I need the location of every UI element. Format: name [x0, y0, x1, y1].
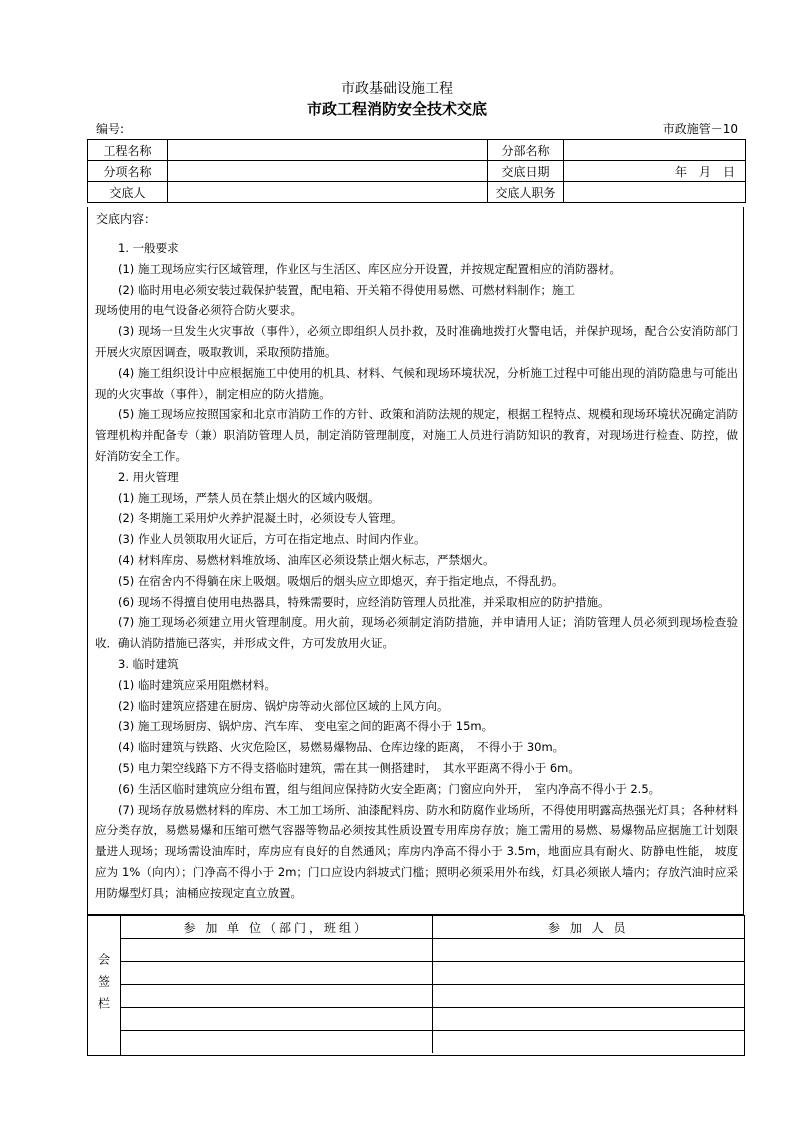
content-paragraph: (2) 临时用电必须安装过载保护装置，配电箱、开关箱不得使用易燃、可燃材料制作；施工 — [118, 282, 575, 297]
form-code: 市政施管－10 — [662, 122, 738, 136]
content-paragraph: (7) 施工现场必须建立用火管理制度。用火前，现场必须制定消防措施，并申请用人证；消防管理人员必须到现场检查验收．确认消防措施已落实，并形成文件，方可发放用火证。 — [95, 615, 738, 651]
content-paragraph: (3) 现场一旦发生火灾事故（事件），必须立即组织人员扑救，及时准确地拨打火警电话，并保护现场，配合公安消防部门开展火灾原因调查，吸取教训，采取预防措施。 — [95, 324, 738, 359]
signoff-unit-cell[interactable] — [121, 985, 432, 1008]
content-paragraph: 3. 临时建筑 — [118, 656, 179, 671]
division-name-label: 分部名称 — [488, 140, 564, 161]
signoff-people-cell[interactable] — [432, 985, 744, 1008]
handover-person-field[interactable] — [168, 182, 488, 203]
content-paragraph: (1) 施工现场，严禁人员在禁止烟火的区域内吸烟。 — [118, 490, 380, 505]
content-paragraph: (6) 现场不得擅自使用电热器具，特殊需要时，应经消防管理人员批准，并采取相应的防护措施。 — [118, 594, 610, 609]
number-label: 编号: — [96, 122, 125, 136]
content-paragraph: (4) 临时建筑与铁路、火灾危险区，易燃易爆物品、仓库边缘的距离， 不得小于 30m。 — [118, 740, 565, 755]
content-paragraph: (2) 临时建筑应搭建在厨房、锅炉房等动火部位区域的上风方向。 — [118, 698, 449, 713]
signoff-unit-cell[interactable] — [121, 939, 432, 962]
content-paragraph: (1) 施工现场应实行区域管理，作业区与生活区、库区应分开设置，并按规定配置相应的消防器材。 — [118, 261, 621, 276]
document-title: 市政工程消防安全技术交底 — [306, 100, 487, 118]
handover-date-label: 交底日期 — [488, 161, 564, 182]
signoff-unit-cell[interactable] — [121, 1031, 432, 1054]
signoff-unit-header: 参 加 单 位（部门，班组） — [121, 916, 432, 939]
division-name-field[interactable] — [564, 140, 746, 161]
content-paragraph: (6) 生活区临时建筑应分组布置，组与组间应保持防火安全距离；门窗应向外开， 室内净高不得小于 2.5。 — [118, 781, 661, 796]
signoff-people-cell[interactable] — [432, 962, 744, 985]
signoff-people-cell[interactable] — [432, 1031, 744, 1054]
signoff-unit-cell[interactable] — [121, 962, 432, 985]
project-name-field[interactable] — [168, 140, 488, 161]
handover-position-field[interactable] — [564, 182, 746, 203]
content-paragraph: (4) 材料库房、易燃材料堆放场、油库区必须设禁止烟火标志，严禁烟火。 — [118, 552, 495, 567]
handover-position-label: 交底人职务 — [488, 182, 564, 203]
content-paragraph: (4) 施工组织设计中应根据施工中使用的机具、材料、气候和现场环境状况，分析施工过程中可能出现的消防隐患与可能出现的火灾事故（事件），制定相应的防火措施。 — [95, 365, 738, 401]
signoff-table — [121, 916, 744, 1053]
signoff-people-cell[interactable] — [432, 939, 744, 962]
content-paragraph: 2. 用火管理 — [118, 469, 179, 484]
project-name-label: 工程名称 — [88, 140, 168, 161]
content-paragraph: (5) 电力架空线路下方不得支搭临时建筑，需在其一侧搭建时， 其水平距离不得小于 6m。 — [118, 760, 580, 775]
signoff-label: 会签栏 — [88, 916, 121, 1055]
content-label: 交底内容： — [96, 212, 157, 226]
signoff-unit-cell[interactable] — [121, 1008, 432, 1031]
content-paragraph: 现场使用的电气设备必须符合防火要求。 — [95, 303, 302, 318]
signoff-people-header: 参 加 人 员 — [432, 916, 744, 939]
content-paragraph: (5) 施工现场应按照国家和北京市消防工作的方针、政策和消防法规的规定，根据工程特点、规模和现场环境状况确定消防管理机构并配备专（兼）职消防管理人员，制定消防管理制度，对施工人员进行消防知识的教育，对现场进行检查、防控，做好消防安全工作。 — [95, 407, 738, 463]
content-paragraph: (1) 临时建筑应采用阻燃材料。 — [118, 677, 276, 692]
content-paragraph: (3) 作业人员领取用火证后，方可在指定地点、时间内作业。 — [118, 532, 426, 547]
document-category: 市政基础设施工程 — [341, 81, 453, 97]
signoff-people-cell[interactable] — [432, 1008, 744, 1031]
content-paragraph: (3) 施工现场厨房、锅炉房、汽车库、 变电室之间的距离不得小于 15m。 — [118, 719, 494, 734]
content-paragraph: 1. 一般要求 — [118, 241, 179, 255]
item-name-field[interactable] — [168, 161, 488, 182]
signoff-section — [87, 915, 745, 1056]
content-paragraph: (5) 在宿舍内不得躺在床上吸烟。吸烟后的烟头应立即熄灭，弃于指定地点，不得乱扔。 — [118, 573, 564, 588]
handover-date-field[interactable]: 年 月 日 — [564, 161, 746, 182]
info-table — [87, 139, 746, 203]
content-paragraph: (2) 冬期施工采用炉火养护混凝土时，必须设专人管理。 — [118, 511, 403, 526]
content-body — [95, 238, 738, 904]
content-paragraph: (7) 现场存放易燃材料的库房、木工加工场所、油漆配料房、防水和防腐作业场所，不得使用明露高热强光灯具；各种材料应分类存放，易燃易爆和压缩可燃气容器等物品必须按其性质设置专用库房存放；施工需用的易燃、易爆物品应据施工计划限量进人现场；现场需设油库时，库房应有良好的自然通风；库房内净高不得小于 3.5m，地面应具有耐火、防静电性能， 坡度应为 1%（向内）；门净高不得小于 2m；门口应设内斜坡式门槛；照明必须采用外布线，灯具必须嵌人墙内；存放汽油时应采用防爆型灯具；油桶应按现定直立放置。 — [95, 802, 738, 900]
handover-person-label: 交底人 — [88, 182, 168, 203]
item-name-label: 分项名称 — [88, 161, 168, 182]
